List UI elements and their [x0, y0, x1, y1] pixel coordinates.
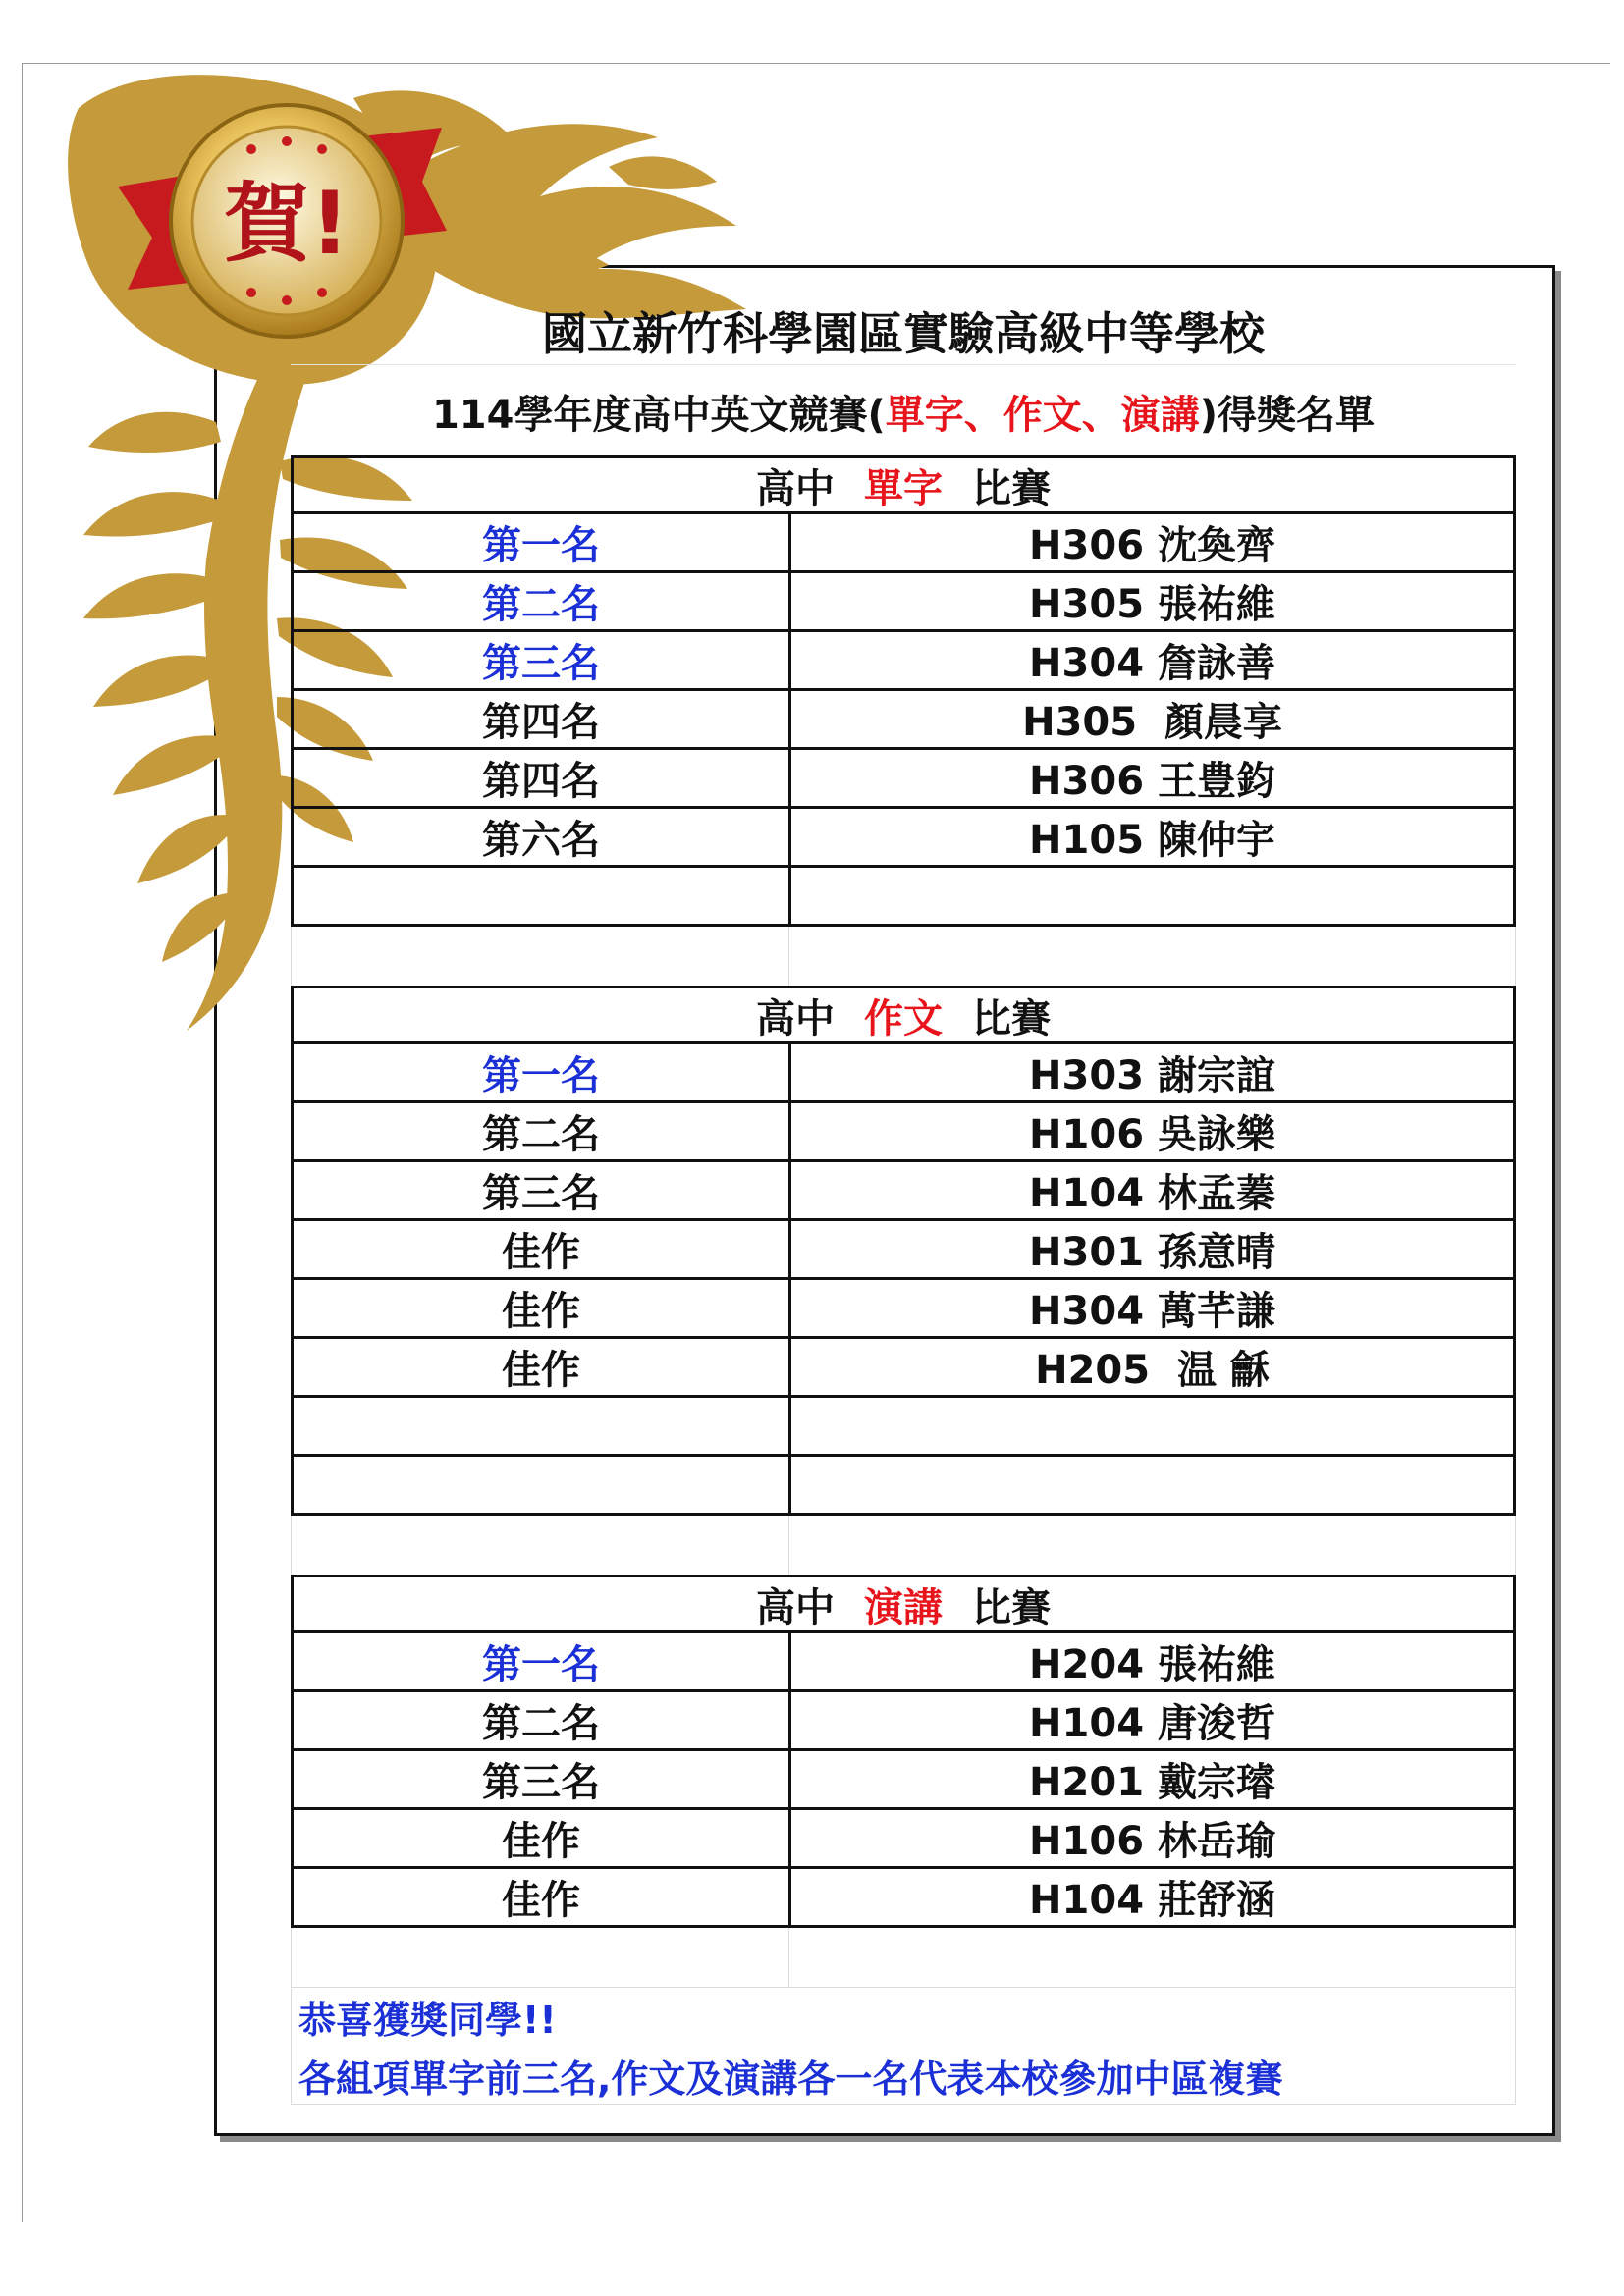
- table-row: [291, 809, 1516, 868]
- table-row: [291, 1751, 1516, 1810]
- competition-title: [291, 367, 1516, 455]
- winner-cell: H105 陳仲宇: [1029, 818, 1275, 863]
- empty-row: [291, 1457, 1516, 1516]
- winner-cell: H303 謝宗誼: [1029, 1053, 1275, 1098]
- spacer-row: [291, 1928, 1516, 1987]
- competition-title-highlight: 單字、作文、演講: [885, 392, 1200, 438]
- section-header: [291, 1575, 1516, 1633]
- section-suffix: 比賽: [972, 1584, 1051, 1630]
- section-topic: 單字: [864, 465, 943, 511]
- table-row: [291, 1162, 1516, 1221]
- table-row: [291, 1810, 1516, 1869]
- table-row: [291, 514, 1516, 573]
- rank-cell: 第二名: [294, 573, 791, 629]
- rank-cell: 第六名: [294, 809, 791, 865]
- winner-cell: H305 顏晨享: [1022, 700, 1282, 745]
- rank-cell: 第四名: [294, 750, 791, 806]
- spacer-cell: [292, 1928, 789, 1987]
- empty-row: [291, 1398, 1516, 1457]
- winner-cell: H306 沈奐齊: [1029, 523, 1275, 568]
- table-row: [291, 750, 1516, 809]
- congrats-text: 恭喜獲獎同學!!: [298, 1998, 557, 2042]
- winner-cell: H304 萬芊謙: [1029, 1289, 1275, 1334]
- table-row: [291, 1221, 1516, 1280]
- school-name: 國立新竹科學園區實驗高級中等學校: [291, 296, 1516, 365]
- rank-cell: [294, 868, 791, 924]
- rank-cell: 第四名: [294, 691, 791, 747]
- rank-cell: 第三名: [294, 632, 791, 688]
- rank-cell: 第一名: [294, 1633, 791, 1689]
- footer-note: 各組項單字前三名,作文及演講各一名代表本校參加中區複賽: [298, 2056, 1283, 2101]
- spacer-cell: [789, 927, 1515, 986]
- table-row: [291, 1692, 1516, 1751]
- section-topic: 作文: [864, 995, 943, 1041]
- winner-cell: H205 温 龢: [1035, 1348, 1270, 1393]
- winner-cell: H304 詹詠善: [1029, 641, 1275, 686]
- spacer-cell: [292, 927, 789, 986]
- section-prefix: 高中: [756, 995, 835, 1041]
- table-row: [291, 1869, 1516, 1928]
- empty-row: [291, 868, 1516, 927]
- rank-cell: 佳作: [294, 1810, 791, 1866]
- rank-cell: 佳作: [294, 1339, 791, 1395]
- spacer-row: [291, 927, 1516, 986]
- rank-cell: 第一名: [294, 1044, 791, 1100]
- rank-cell: 佳作: [294, 1869, 791, 1925]
- winner-cell: H104 唐浚哲: [1029, 1701, 1275, 1746]
- rank-cell: 佳作: [294, 1221, 791, 1277]
- winner-cell: H106 林岳瑜: [1029, 1819, 1275, 1864]
- winner-cell: H104 莊舒涵: [1029, 1878, 1275, 1923]
- section-prefix: 高中: [756, 465, 835, 511]
- section-suffix: 比賽: [972, 995, 1051, 1041]
- spacer-cell: [789, 1516, 1515, 1575]
- table-row: [291, 1633, 1516, 1692]
- section-topic: 演講: [864, 1584, 943, 1630]
- competition-title-suffix: )得獎名單: [1199, 392, 1376, 438]
- section-suffix: 比賽: [972, 465, 1051, 511]
- section-header: [291, 455, 1516, 514]
- winner-cell: [791, 1398, 1513, 1454]
- table-row: [291, 1280, 1516, 1339]
- spacer-cell: [292, 1516, 789, 1575]
- spacer-cell: [789, 1928, 1515, 1987]
- rank-cell: 第二名: [294, 1103, 791, 1159]
- winner-cell: H306 王豊鈞: [1029, 759, 1275, 804]
- badge-text: 賀!: [223, 173, 351, 274]
- winner-cell: H301 孫意晴: [1029, 1230, 1275, 1275]
- rank-cell: 佳作: [294, 1280, 791, 1336]
- rank-cell: 第三名: [294, 1751, 791, 1807]
- winner-cell: H106 吳詠樂: [1029, 1112, 1275, 1157]
- page-frame-top: [22, 63, 1610, 64]
- winner-cell: H104 林孟蓁: [1029, 1171, 1275, 1216]
- rank-cell: 第二名: [294, 1692, 791, 1748]
- section-prefix: 高中: [756, 1584, 835, 1630]
- competition-title-prefix: 114學年度高中英文競賽(: [431, 392, 886, 438]
- table-row: [291, 1339, 1516, 1398]
- section-header: [291, 986, 1516, 1044]
- table-row: [291, 573, 1516, 632]
- rank-cell: 第三名: [294, 1162, 791, 1218]
- table-row: [291, 632, 1516, 691]
- table-row: [291, 1103, 1516, 1162]
- table-row: [291, 1044, 1516, 1103]
- spacer-row: [291, 1516, 1516, 1575]
- winner-cell: H305 張祐維: [1029, 582, 1275, 627]
- table-row: [291, 691, 1516, 750]
- winner-cell: [791, 868, 1513, 924]
- page-frame-left: [22, 63, 23, 2222]
- rank-cell: [294, 1398, 791, 1454]
- rank-cell: [294, 1457, 791, 1513]
- rank-cell: 第一名: [294, 514, 791, 570]
- winner-cell: H204 張祐維: [1029, 1642, 1275, 1687]
- winner-cell: H201 戴宗璿: [1029, 1760, 1275, 1805]
- winner-cell: [791, 1457, 1513, 1513]
